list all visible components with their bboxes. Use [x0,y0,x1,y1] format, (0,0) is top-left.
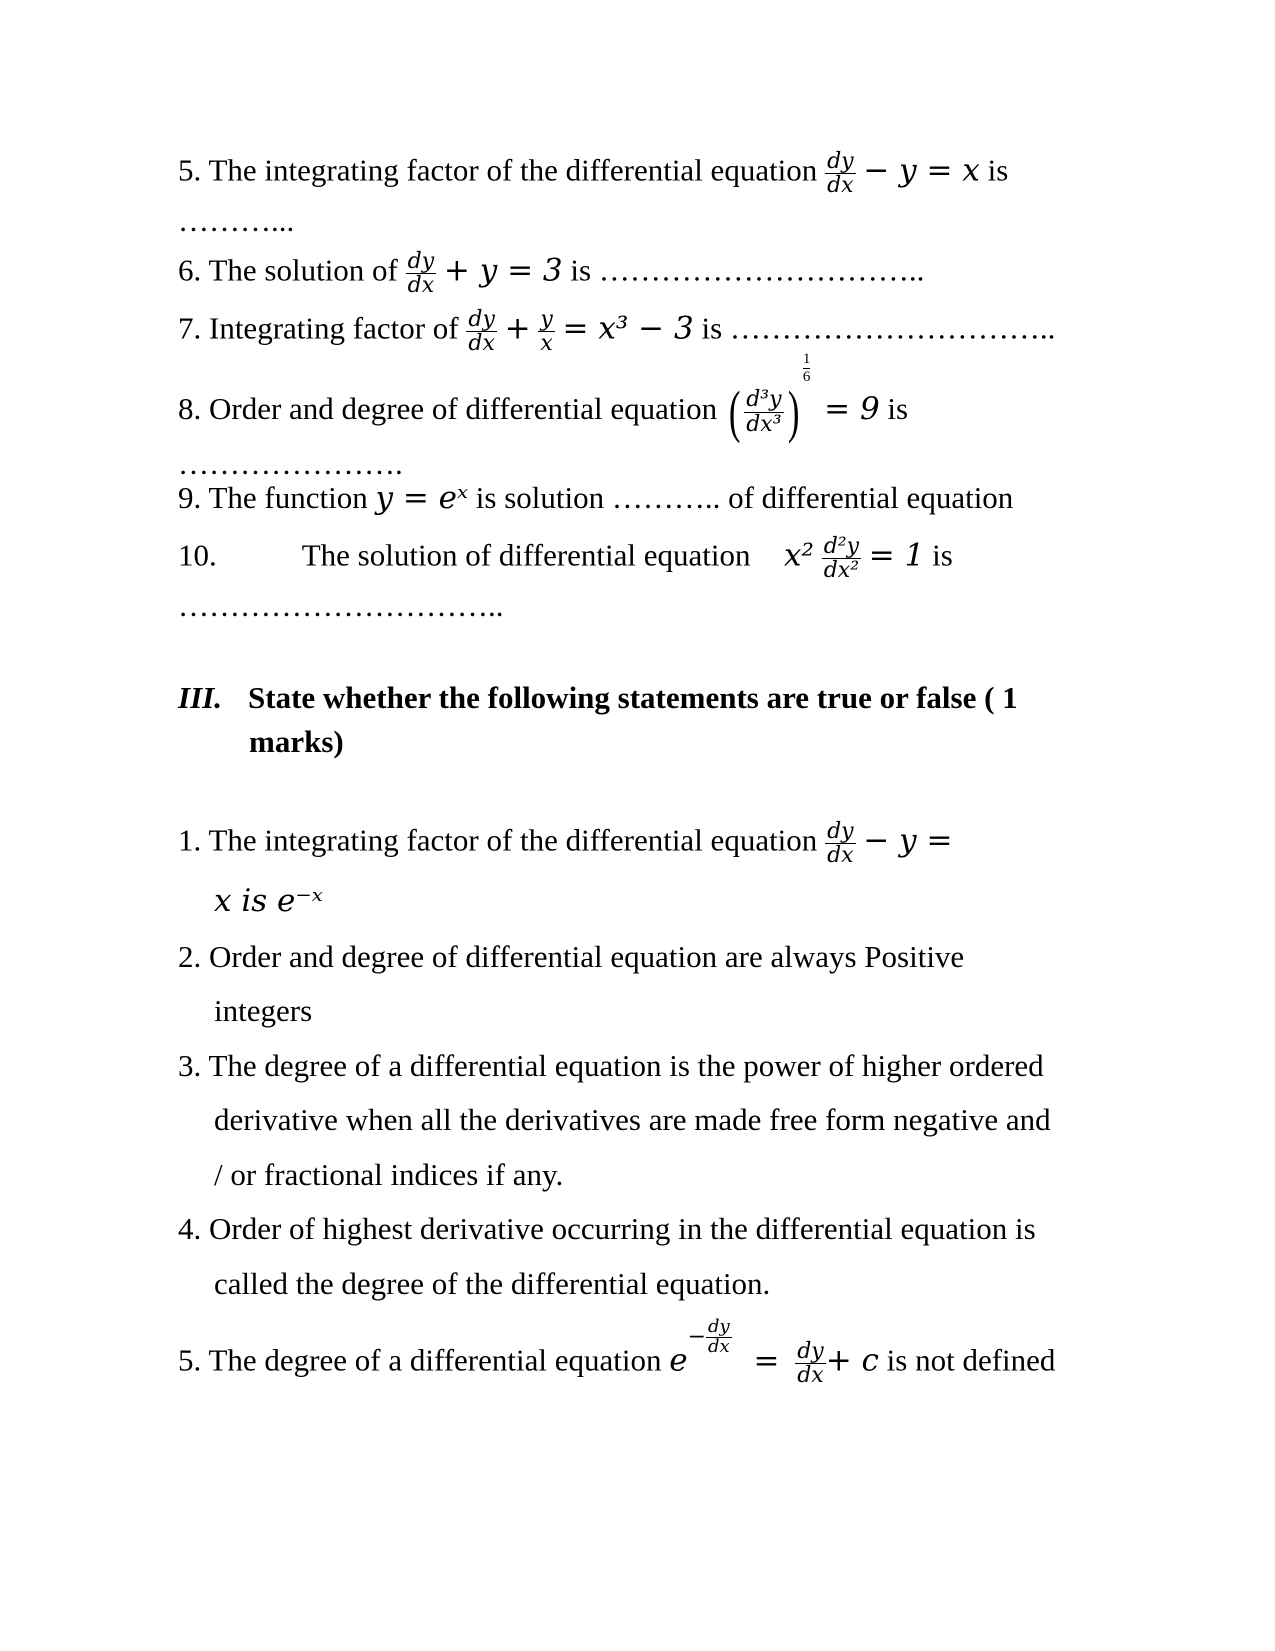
statement-4 [178,1213,1036,1244]
fraction: $\frac{dy}{dx}$ [407,249,435,299]
question-number: 9. [178,480,202,515]
statement-1 [178,820,953,867]
fraction: $\frac{dy}{dx}$ [827,149,854,199]
statement-number: 1. [178,822,202,858]
equation-rhs: = 1 [868,537,925,574]
statement-tail: is not defined [886,1342,1056,1378]
statement-text: The degree of a differential equation is the power of higher ordered [208,1048,1044,1083]
fraction: $\frac{\text{d³y}}{\text{dx³}}$ [746,387,782,437]
question-text: is solution ……….. of differential equation [475,480,1014,515]
exponential-base: e [669,1342,688,1379]
answer-blank: ………………………….. [178,588,504,623]
equation-rhs: − y = [863,822,953,859]
equation-rhs: + y = 3 [443,252,563,289]
fraction: $\frac{\text{d²y}}{\text{dx²}}$ [823,534,860,584]
statement-number: 2. [178,939,202,974]
question-8 [178,351,909,444]
question-9 [178,482,1013,514]
equals-sign: = [753,1342,780,1379]
statement-text-continued: called the degree of the differential equation. [214,1266,771,1301]
question-5 [178,150,1008,197]
exponent: − $\frac{dy}{dx}$ [687,1316,730,1357]
question-number: 8. [178,391,202,427]
equation-rhs: − y = x [863,152,980,189]
exponent-fraction: $\frac{1}{6}$ [802,351,811,385]
fraction: $\frac{dy}{dx}$ [468,307,495,357]
question-text: Integrating factor of [209,310,459,346]
question-text: The function [208,480,368,515]
left-paren: ( [728,379,741,444]
equation-rhs: = 9 [824,391,880,428]
question-number: 10. [178,537,217,573]
question-tail: is ………………………….. [570,252,925,288]
question-tail: is [987,152,1009,188]
statement-text-continued: x is e⁻ˣ [214,883,323,919]
question-text: The solution of [208,252,398,288]
equation: y = eˣ [375,480,469,516]
section-numeral: III. [178,680,222,715]
answer-blank: …………………. [178,446,403,481]
statement-number: 5. [178,1342,202,1378]
equation-rhs: = x³ − 3 [562,310,694,347]
question-text: Order and degree of differential equation [209,391,718,427]
plus-sign: + [504,310,531,347]
statement-text-continued: / or fractional indices if any. [214,1157,564,1192]
statement-text: The degree of a differential equation [208,1342,662,1378]
answer-blank: ………... [178,203,295,238]
statement-3 [178,1050,1044,1081]
statement-text: Order of highest derivative occurring in the differential equation is [209,1211,1036,1246]
question-tail: is [932,537,953,573]
equation-rhs: + c [825,1342,879,1379]
question-7 [178,308,1055,355]
question-text: The integrating factor of the differential equation [208,152,818,188]
question-number: 6. [178,252,202,288]
fraction: $\frac{dy}{dx}$ [827,819,854,869]
fraction: $\frac{dy}{dx}$ [797,1339,824,1389]
statement-2 [178,941,964,972]
statement-number: 4. [178,1211,202,1246]
statement-text: Order and degree of differential equation are always Positive [209,939,965,974]
statement-text: The integrating factor of the differential equation [208,822,818,858]
section-title-continued: marks) [249,724,344,759]
question-tail: is ………………………….. [701,310,1056,346]
statement-number: 3. [178,1048,202,1083]
section-title: State whether the following statements are true or false ( 1 [248,680,1018,715]
coefficient: x² [784,537,814,574]
section-heading [178,682,1018,713]
question-10 [178,535,953,582]
statement-5 [178,1316,1056,1389]
statement-text-continued: integers [214,993,313,1028]
question-tail: is [887,391,909,427]
statement-text-continued: derivative when all the derivatives are made free form negative and [214,1102,1051,1137]
question-6 [178,250,924,297]
fraction: $\frac{y}{x}$ [540,307,553,357]
question-text: The solution of differential equation [301,537,751,573]
right-paren: ) [787,379,799,444]
question-number: 5. [178,152,202,188]
question-number: 7. [178,310,202,346]
